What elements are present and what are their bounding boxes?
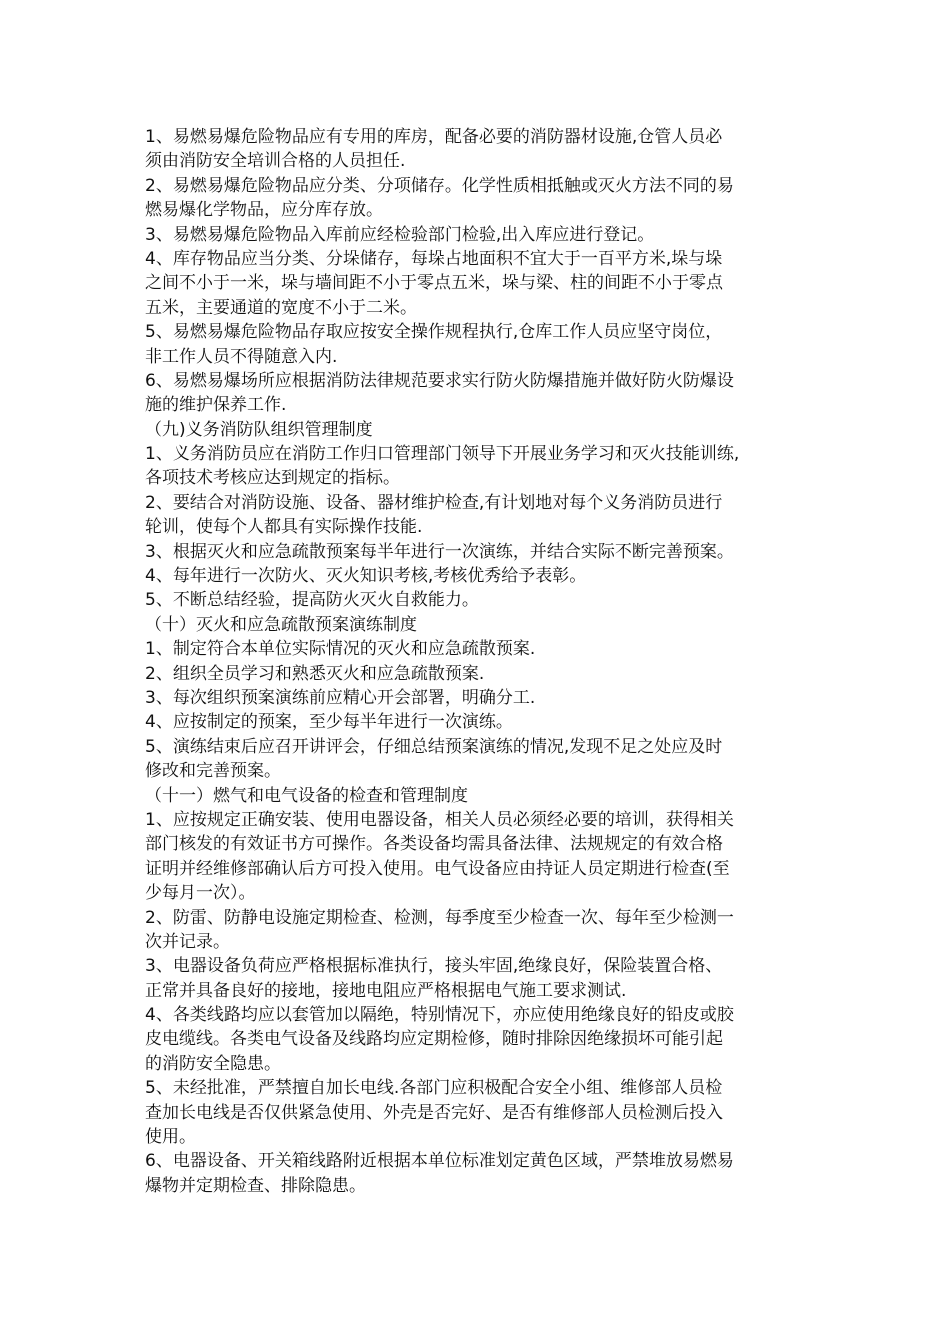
document-body xyxy=(145,125,825,1198)
text-line: 各项技术考核应达到规定的指标。 xyxy=(145,468,400,489)
section-heading: （九)义务消防队组织管理制度 xyxy=(145,419,373,440)
text-line: 4、库存物品应当分类、分垛储存，每垛占地面积不宜大于一百平方米,垛与垛 xyxy=(145,248,723,269)
text-line: 使用。 xyxy=(145,1127,196,1148)
text-line: 3、每次组织预案演练前应精心开会部署，明确分工. xyxy=(145,687,536,708)
text-line: 须由消防安全培训合格的人员担任. xyxy=(145,151,406,172)
section-heading: （十一）燃气和电气设备的检查和管理制度 xyxy=(145,785,468,806)
text-line: 2、易燃易爆危险物品应分类、分项储存。化学性质相抵触或灭火方法不同的易 xyxy=(145,175,734,196)
text-line: 非工作人员不得随意入内. xyxy=(145,346,338,367)
text-line: 少每月一次）。 xyxy=(145,883,256,904)
text-line: 爆物并定期检查、排除隐患。 xyxy=(145,1175,366,1196)
text-line: 正常并具备良好的接地，接地电阻应严格根据电气施工要求测试. xyxy=(145,980,627,1001)
text-line: 5、未经批准，严禁擅自加长电线.各部门应积极配合安全小组、维修部人员检 xyxy=(145,1078,723,1099)
text-line: 燃易爆化学物品，应分库存放。 xyxy=(145,200,383,221)
text-line: 2、组织全员学习和熟悉灭火和应急疏散预案. xyxy=(145,663,485,684)
text-line: 的消防安全隐患。 xyxy=(145,1053,281,1074)
text-line: 2、防雷、防静电设施定期检查、检测，每季度至少检查一次、每年至少检测一 xyxy=(145,907,734,928)
text-line: 4、各类线路均应以套管加以隔绝，特别情况下，亦应使用绝缘良好的铅皮或胶 xyxy=(145,1005,734,1026)
text-line: 3、电器设备负荷应严格根据标准执行，接头牢固,绝缘良好，保险装置合格、 xyxy=(145,956,723,977)
text-line: 修改和完善预案。 xyxy=(145,761,281,782)
text-line: 皮电缆线。各类电气设备及线路均应定期检修，随时排除因绝缘损坏可能引起 xyxy=(145,1029,723,1050)
text-line: 4、每年进行一次防火、灭火知识考核,考核优秀给予表彰。 xyxy=(145,566,587,587)
text-line: 6、电器设备、开关箱线路附近根据本单位标准划定黄色区域，严禁堆放易燃易 xyxy=(145,1151,734,1172)
text-line: 次并记录。 xyxy=(145,931,230,952)
text-line: 6、易燃易爆场所应根据消防法律规范要求实行防火防爆措施并做好防火防爆设 xyxy=(145,370,734,391)
text-line: 3、易燃易爆危险物品入库前应经检验部门检验,出入库应进行登记。 xyxy=(145,224,655,245)
text-line: 1、易燃易爆危险物品应有专用的库房，配备必要的消防器材设施,仓管人员必 xyxy=(145,127,723,147)
text-line: 之间不小于一米，垛与墙间距不小于零点五米，垛与梁、柱的间距不小于零点 xyxy=(145,273,723,294)
text-line: 4、应按制定的预案，至少每半年进行一次演练。 xyxy=(145,712,513,733)
text-line: 1、制定符合本单位实际情况的灭火和应急疏散预案. xyxy=(145,639,536,660)
text-line: 5、不断总结经验，提高防火灭火自救能力。 xyxy=(145,590,479,611)
text-line: 施的维护保养工作. xyxy=(145,395,287,416)
text-line: 1、义务消防员应在消防工作归口管理部门领导下开展业务学习和灭火技能训练, xyxy=(145,444,740,465)
text-line: 部门核发的有效证书方可操作。各类设备均需具备法律、法规规定的有效合格 xyxy=(145,834,723,855)
section-heading: （十）灭火和应急疏散预案演练制度 xyxy=(145,614,417,635)
text-line: 轮训，使每个人都具有实际操作技能. xyxy=(145,517,423,538)
text-line: 1、应按规定正确安装、使用电器设备，相关人员必须经必要的培训，获得相关 xyxy=(145,809,734,830)
text-line: 2、要结合对消防设施、设备、器材维护检查,有计划地对每个义务消防员进行 xyxy=(145,492,723,513)
text-line: 5、易燃易爆危险物品存取应按安全操作规程执行,仓库工作人员应坚守岗位， xyxy=(145,322,723,343)
text-line: 五米，主要通道的宽度不小于二米。 xyxy=(145,297,417,318)
text-line: 3、根据灭火和应急疏散预案每半年进行一次演练，并结合实际不断完善预案。 xyxy=(145,541,734,562)
text-line: 5、演练结束后应召开讲评会，仔细总结预案演练的情况,发现不足之处应及时 xyxy=(145,736,723,757)
text-line: 证明并经维修部确认后方可投入使用。电气设备应由持证人员定期进行检查(至 xyxy=(145,858,730,879)
text-line: 查加长电线是否仅供紧急使用、外壳是否完好、是否有维修部人员检测后投入 xyxy=(145,1102,723,1123)
